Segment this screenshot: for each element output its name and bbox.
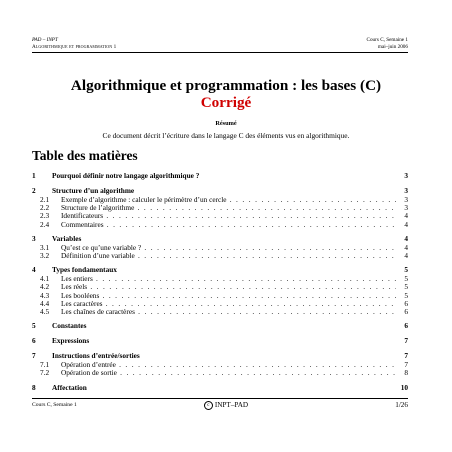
toc-subsection-page: 5: [404, 282, 408, 292]
toc-section-label: Expressions: [52, 336, 90, 346]
toc-section-number: 8: [32, 382, 36, 392]
running-header-top: [32, 37, 408, 43]
toc-section-page: 7: [404, 336, 408, 346]
toc-subsection-label: Structure de l’algorithme . . .: [61, 203, 396, 212]
footer-rule: [32, 398, 408, 399]
toc-subsection-page: 3: [404, 203, 408, 213]
toc-section-number: 3: [32, 233, 36, 243]
header-rule: [32, 52, 408, 53]
toc-subsection-number: 4.2: [40, 282, 50, 292]
document-subtitle: Corrigé: [200, 94, 252, 111]
toc-subsection-label: Les entiers . . .: [61, 274, 396, 283]
toc-subsection-label: Qu’est ce qu’une variable ? . . .: [61, 243, 396, 252]
copyright-icon: c: [204, 401, 213, 410]
toc-subsection-number: 2.3: [40, 211, 50, 221]
toc-subsection-number: 7.1: [40, 360, 50, 370]
header-date: mai–juin 2006: [377, 44, 408, 50]
header-institution: PAD – INPT: [32, 37, 58, 43]
toc-subsection-row[interactable]: [32, 307, 408, 316]
toc-section-page: 5: [404, 265, 408, 275]
toc-subsection-number: 4.5: [40, 307, 50, 316]
toc-subsection-label: Les caractères . . .: [61, 299, 396, 308]
toc-section-row[interactable]: [32, 265, 408, 274]
toc-section-number: 2: [32, 186, 36, 195]
toc-section-row[interactable]: [32, 336, 408, 345]
footer-course: Cours C, Semaine 1: [32, 402, 77, 408]
toc-section-row[interactable]: [32, 186, 408, 195]
footer-publisher: INPT–PAD: [214, 401, 249, 410]
toc-section-label: Types fondamentaux: [52, 265, 117, 275]
toc-section-row[interactable]: [32, 383, 408, 392]
toc-section-page: 6: [404, 321, 408, 331]
toc-subsection-number: 2.2: [40, 203, 50, 213]
toc-subsection-label: Les booléens . . .: [61, 291, 396, 300]
toc-subsection-row[interactable]: [32, 220, 408, 229]
toc-subsection-label: Les réels . . .: [61, 282, 396, 291]
toc-subsection-page: 4: [404, 211, 408, 221]
toc-subsection-row[interactable]: [32, 368, 408, 377]
toc-section-row[interactable]: [32, 321, 408, 330]
toc-section-label: Instructions d’entrée/sorties: [52, 351, 140, 361]
toc-section-number: 7: [32, 351, 36, 361]
toc-subsection-label: Identificateurs . . .: [61, 211, 396, 220]
toc-section-page: 3: [404, 171, 408, 180]
toc-section-label: Constantes: [52, 321, 87, 331]
toc-section-number: 4: [32, 265, 36, 275]
toc-subsection-number: 2.4: [40, 219, 50, 229]
toc-subsection-number: 3.1: [40, 242, 50, 252]
toc-section-label: Affectation: [52, 382, 87, 392]
toc-subsection-row[interactable]: [32, 251, 408, 260]
toc-subsection-number: 2.1: [40, 195, 50, 204]
toc-subsection-number: 7.2: [40, 368, 50, 378]
footer-copyright: [0, 401, 452, 410]
toc-subsection-number: 4.3: [40, 290, 50, 300]
toc-subsection-page: 4: [404, 219, 408, 229]
toc-subsection-page: 8: [404, 368, 408, 378]
toc-section-row[interactable]: [32, 171, 408, 180]
header-subject: Algorithmique et programmation 1: [32, 44, 117, 50]
toc-section-page: 7: [404, 351, 408, 361]
toc-subsection-page: 5: [404, 274, 408, 284]
toc-section-number: 1: [32, 171, 36, 180]
toc-section-label: Structure d’un algorithme: [52, 186, 135, 195]
toc-subsection-page: 7: [404, 360, 408, 370]
toc-section-label: Pourquoi définir notre langage algorithmique ?: [52, 171, 200, 180]
toc-subsection-page: 4: [404, 242, 408, 252]
running-header-bottom: [32, 44, 408, 50]
toc-subsection-page: 3: [404, 195, 408, 204]
toc-subsection-label: Opération d’entrée . . .: [61, 360, 396, 369]
toc-section-row[interactable]: [32, 234, 408, 243]
header-course: Cours C, Semaine 1: [366, 37, 408, 43]
toc-subsection-label: Définition d’une variable . . .: [61, 251, 396, 260]
toc-subsection-page: 6: [404, 298, 408, 308]
toc-section-page: 3: [404, 186, 408, 195]
toc-section-row[interactable]: [32, 351, 408, 360]
toc-section-number: 5: [32, 321, 36, 331]
toc-subsection-label: Exemple d’algorithme : calculer le périmètre d’un cercle . . .: [61, 195, 396, 204]
toc-section-number: 6: [32, 336, 36, 346]
abstract-heading: Résumé: [215, 120, 237, 127]
toc-subsection-number: 4.4: [40, 298, 50, 308]
document-title: Algorithmique et programmation : les bases (C): [70, 77, 382, 94]
toc-subsection-label: Opération de sortie . . .: [61, 368, 396, 377]
toc-subsection-label: Les chaînes de caractères . . .: [61, 307, 396, 316]
toc-subsection-number: 3.2: [40, 251, 50, 260]
toc-subsection-page: 5: [404, 290, 408, 300]
toc-section-page: 4: [404, 233, 408, 243]
toc-subsection-page: 4: [404, 251, 408, 260]
toc-subsection-page: 6: [404, 307, 408, 316]
toc-section-label: Variables: [52, 233, 82, 243]
toc-subsection-number: 4.1: [40, 274, 50, 284]
toc-subsection-label: Commentaires . . .: [61, 220, 396, 229]
abstract-text: Ce document décrit l’écriture dans le langage C des éléments vus en algorithmique.: [102, 131, 350, 140]
toc-heading: Table des matières: [32, 148, 138, 163]
toc-section-page: 10: [400, 382, 408, 392]
footer-page-number: 1/26: [395, 401, 408, 409]
